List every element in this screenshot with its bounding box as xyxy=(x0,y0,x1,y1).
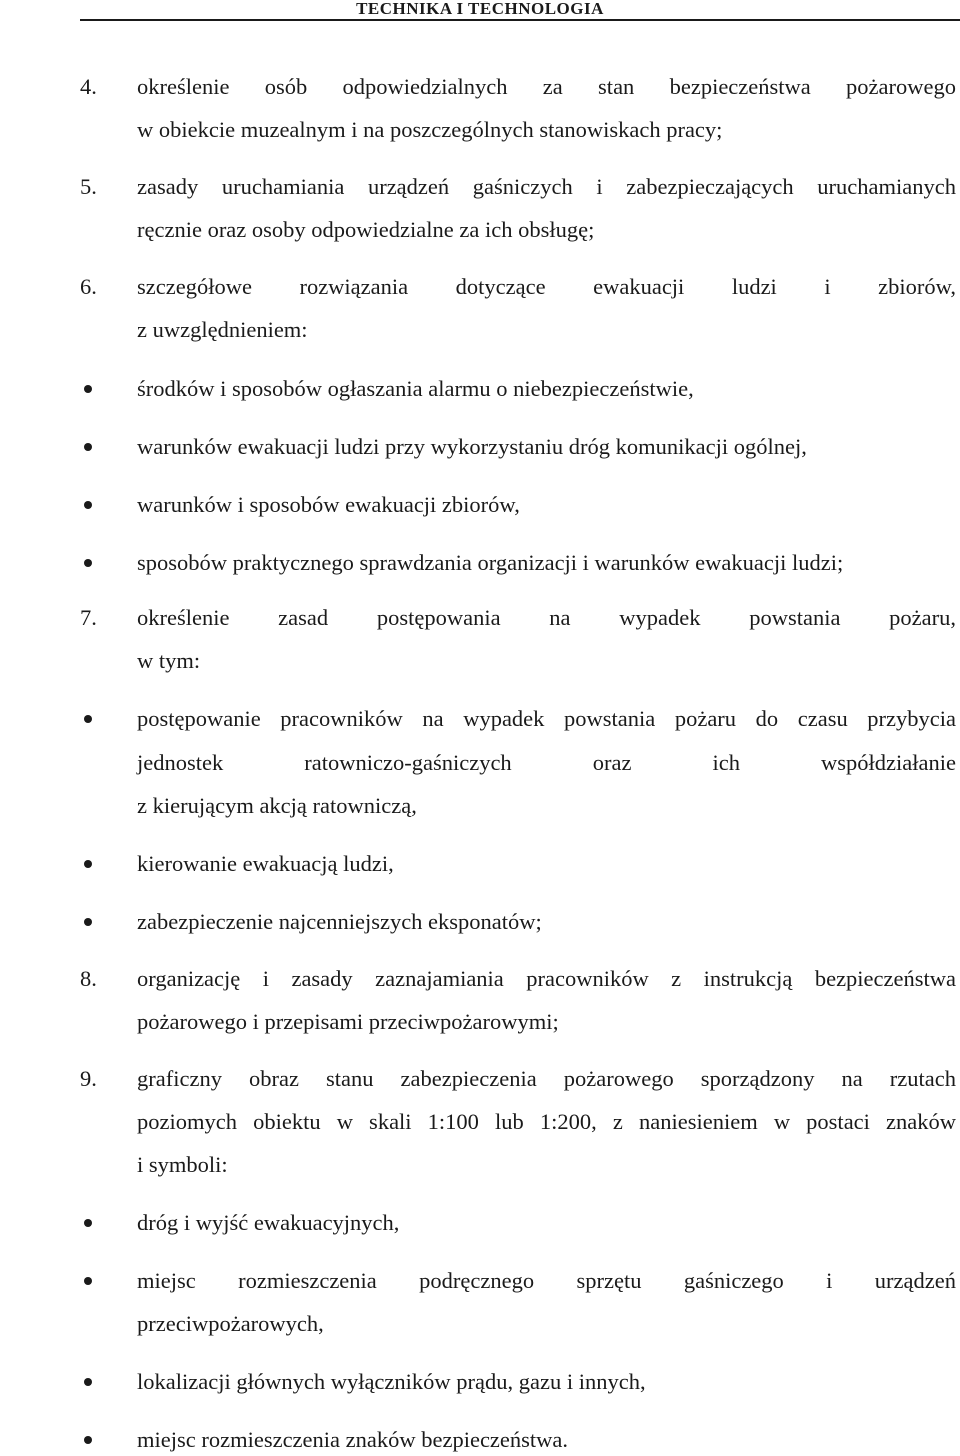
item-number-7: 7. xyxy=(80,605,97,630)
item-7-line-1: określenie zasad postępowania na wypadek powstania pożaru, xyxy=(137,605,956,630)
bullet-icon xyxy=(84,1378,92,1386)
bullet-icon xyxy=(84,1436,92,1444)
item-9-bullet-1: dróg i wyjść ewakuacyjnych, xyxy=(137,1210,400,1235)
item-7-bullet-3: zabezpieczenie najcenniejszych eksponatów; xyxy=(137,909,542,934)
item-number-6: 6. xyxy=(80,274,97,299)
item-7-bullet-1-line-1: postępowanie pracowników na wypadek powstania pożaru do czasu przybycia xyxy=(137,706,956,731)
header-rule xyxy=(80,19,960,21)
item-9-bullet-4: miejsc rozmieszczenia znaków bezpieczeństwa. xyxy=(137,1427,569,1452)
item-5-line-2: ręcznie oraz osoby odpowiedzialne za ich obsługę; xyxy=(137,217,595,242)
item-number-9: 9. xyxy=(80,1066,97,1091)
item-9-bullet-2-line-1: miejsc rozmieszczenia podręcznego sprzętu gaśniczego i urządzeń xyxy=(137,1268,956,1293)
item-6-bullet-2: warunków ewakuacji ludzi przy wykorzystaniu dróg komunikacji ogólnej, xyxy=(137,434,807,459)
bullet-icon xyxy=(84,443,92,451)
item-9-bullet-2-line-2: przeciwpożarowych, xyxy=(137,1311,324,1336)
item-5-line-1: zasady uruchamiania urządzeń gaśniczych i zabezpieczających uruchamianych xyxy=(137,174,956,199)
item-6-line-1: szczegółowe rozwiązania dotyczące ewakuacji ludzi i zbiorów, xyxy=(137,274,956,299)
item-7-bullet-1-line-3: z kierującym akcją ratowniczą, xyxy=(137,793,417,818)
item-6-bullet-4: sposobów praktycznego sprawdzania organizacji i warunków ewakuacji ludzi; xyxy=(137,550,844,575)
item-6-bullet-1: środków i sposobów ogłaszania alarmu o niebezpieczeństwie, xyxy=(137,376,694,401)
item-number-5: 5. xyxy=(80,174,97,199)
bullet-icon xyxy=(84,860,92,868)
item-number-8: 8. xyxy=(80,966,97,991)
item-7-line-2: w tym: xyxy=(137,648,201,673)
item-6-bullet-3: warunków i sposobów ewakuacji zbiorów, xyxy=(137,492,520,517)
item-9-bullet-3: lokalizacji głównych wyłączników prądu, gazu i innych, xyxy=(137,1369,646,1394)
item-4-line-2: w obiekcie muzealnym i na poszczególnych stanowiskach pracy; xyxy=(137,117,723,142)
running-header: TECHNIKA I TECHNOLOGIA xyxy=(356,0,604,18)
bullet-icon xyxy=(84,1277,92,1285)
bullet-icon xyxy=(84,385,92,393)
item-9-line-1: graficzny obraz stanu zabezpieczenia pożarowego sporządzony na rzutach xyxy=(137,1066,956,1091)
item-6-line-2: z uwzględnieniem: xyxy=(137,317,308,342)
item-8-line-1: organizację i zasady zaznajamiania pracowników z instrukcją bezpieczeństwa xyxy=(137,966,956,991)
item-4-line-1: określenie osób odpowiedzialnych za stan bezpieczeństwa pożarowego xyxy=(137,74,956,99)
bullet-icon xyxy=(84,1219,92,1227)
bullet-icon xyxy=(84,715,92,723)
item-7-bullet-1-line-2: jednostek ratowniczo-gaśniczych oraz ich współdziałanie xyxy=(137,750,956,775)
item-7-bullet-2: kierowanie ewakuacją ludzi, xyxy=(137,851,394,876)
bullet-icon xyxy=(84,501,92,509)
bullet-icon xyxy=(84,559,92,567)
item-9-line-2: poziomych obiektu w skali 1:100 lub 1:200, z naniesieniem w postaci znaków xyxy=(137,1109,956,1134)
item-number-4: 4. xyxy=(80,74,97,99)
item-9-line-3: i symboli: xyxy=(137,1152,228,1177)
item-8-line-2: pożarowego i przepisami przeciwpożarowymi; xyxy=(137,1009,559,1034)
bullet-icon xyxy=(84,918,92,926)
